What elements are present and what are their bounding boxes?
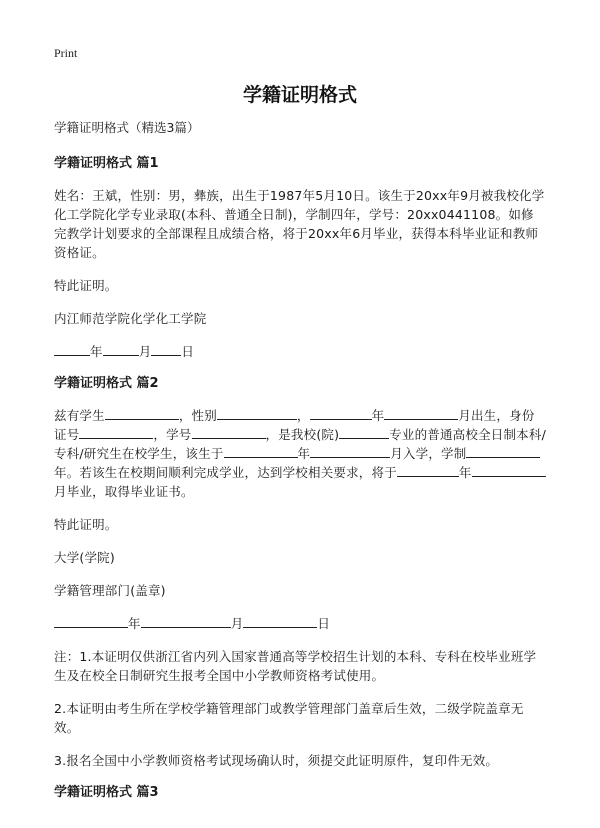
section-2-date-line [54,614,546,633]
section-1-school: 内江师范学院化学化工学院 [54,311,207,326]
body-text: 兹有学生 [54,408,105,423]
date-day-label: 日 [317,616,331,631]
section-1-date-line [54,342,546,361]
enroll-month-blank [310,444,390,458]
date-year-blank [54,342,90,356]
print-link[interactable]: Print [54,46,78,60]
body-text: 月毕业，取得毕业证书。 [54,484,194,499]
document-subtitle: 学籍证明格式（精选3篇） [54,120,200,135]
body-text: 月出生，身份证号 [54,408,535,442]
student-name-blank [105,406,179,420]
birth-year-blank [310,406,372,420]
section-1-heading: 学籍证明格式 篇1 [54,156,159,171]
page-title: 学籍证明格式 [242,84,357,106]
section-2-department: 学籍管理部门(盖章) [54,583,166,598]
body-text: 月入学，学制 [390,446,467,461]
date-year-blank [54,614,128,628]
body-text: ， [296,408,310,423]
grad-month-blank [472,463,546,477]
date-year-label: 年 [128,616,141,631]
date-day-label: 日 [181,344,195,359]
document-content [54,120,546,815]
body-text: 年 [458,465,472,480]
date-month-label: 月 [230,616,244,631]
note-2: 2.本证明由考生所在学校学籍管理部门或教学管理部门盖章后生效，二级学院盖章无效。 [54,701,524,735]
date-month-label: 月 [138,344,152,359]
section-2-body [54,406,546,501]
section-3-heading: 学籍证明格式 篇3 [54,785,159,800]
program-length-blank [466,444,540,458]
date-day-blank [243,614,317,628]
date-day-blank [151,342,181,356]
section-2-university: 大学(学院) [54,550,115,565]
date-month-blank [103,342,139,356]
body-text: 年 [371,408,385,423]
section-1-body: 姓名：王斌，性别：男，彝族，出生于1987年5月10日。该生于20xx年9月被我校化学化工学院化学专业录取(本科、普通全日制)，学制四年，学号：20xx0441108。如修完教学计划要求的全部课程且成绩合格，将于20xx年6月毕业，获得本科毕业证和教师资格证。 [54,188,545,260]
note-1: 注：1.本证明仅供浙江省内列入国家普通高等学校招生计划的本科、专科在校毕业班学生及在校全日制研究生报考全国中小学教师资格考试使用。 [54,649,537,683]
date-month-blank [141,614,231,628]
birth-month-blank [384,406,458,420]
body-text: 年 [297,446,311,461]
section-2-heading: 学籍证明格式 篇2 [54,376,159,391]
body-text: ，是我校(院) [265,427,340,442]
student-id-blank [192,425,266,439]
section-1-special: 特此证明。 [54,278,118,293]
major-blank [339,425,389,439]
body-text: ，性别 [178,408,217,423]
enroll-year-blank [224,444,298,458]
date-year-label: 年 [90,344,103,359]
id-number-blank [79,425,153,439]
body-text: ，学号 [153,427,192,442]
grad-year-blank [397,463,459,477]
gender-blank [217,406,297,420]
body-text: 年。若该生在校期间顺利完成学业，达到学校相关要求，将于 [54,465,397,480]
body-text: 专业的普通高校全日制本科/专科/研究生在校学生，该生于 [54,427,546,461]
section-2-special: 特此证明。 [54,517,118,532]
note-3: 3.报名全国中小学教师资格考试现场确认时，须提交此证明原件，复印件无效。 [54,753,499,768]
